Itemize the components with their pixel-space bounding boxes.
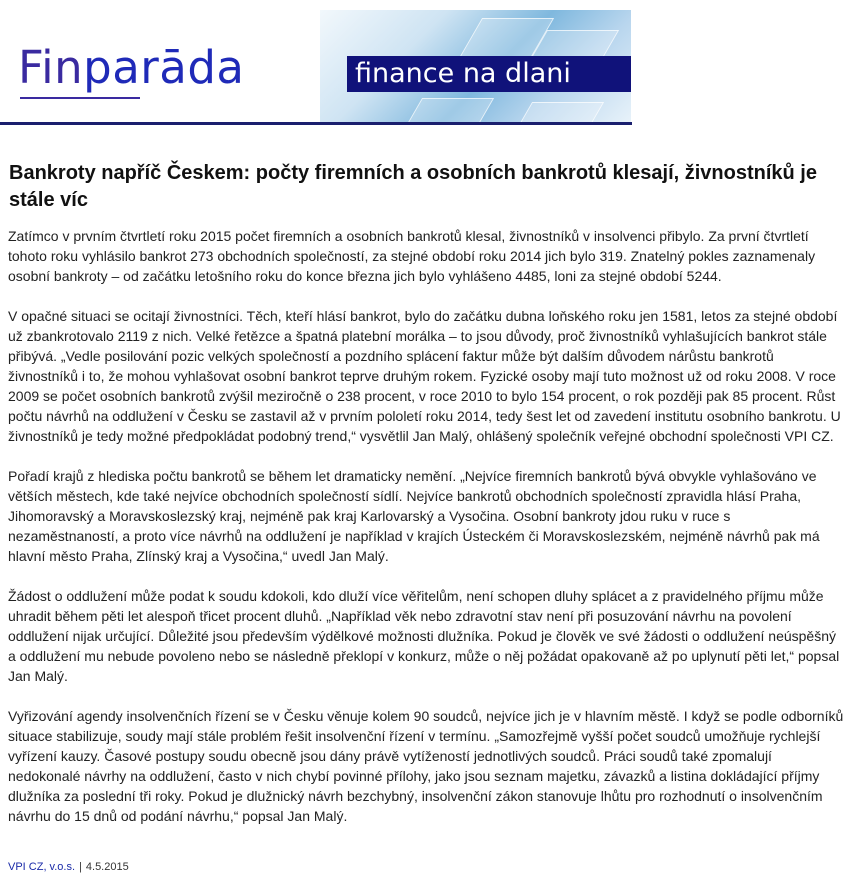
- header-divider: [0, 122, 632, 125]
- source-link[interactable]: VPI CZ, v.o.s.: [8, 861, 76, 873]
- article-footer: [8, 860, 129, 874]
- finparada-logo[interactable]: [18, 40, 245, 96]
- header-banner: [320, 10, 631, 125]
- logo-underline: [20, 97, 140, 99]
- logo-text-fin: Fin: [18, 41, 84, 94]
- article-paragraph: Vyřizování agendy insolvenčních řízení se v Česku věnuje kolem 90 soudců, nejvíce jich je v hlavním městě. I když se podle odborníků situace stabilizuje, soudy mají stále problém řešit insolvenční řízení v termínu. „Samozřejmě vyšší počet soudců umožňuje rychlejší vyřízení kauzy. Časové postupy soudu obecně jsou dány právě vytížeností jednotlivých soudců. Práci soudů také zpomalují nedokonalé návrhy na oddlužení, často v nich chybí povinné přílohy, jako jsou seznam majetku, závazků a listina dokládající příjmy dlužníka za poslední tři roky. Pokud je dlužnický návrh bezchybný, insolvenční zákon stanovuje lhůtu pro rozhodnutí o insolvenčním návrhu do 15 dnů od podání návrhu,“ popsal Jan Malý.: [8, 708, 844, 824]
- article-body: [8, 226, 844, 846]
- article-paragraph: V opačné situaci se ocitají živnostníci. Těch, kteří hlásí bankrot, bylo do začátku dubna loňského roku jen 1581, letos za stejné období už zbankrotovalo 2119 z nich. Velké řetězce a špatná platební morálka – to jsou důvody, proč živnostníků vyhlašujících bankrot stále přibývá. „Vedle posilování pozic velkých společností a pozdního splácení faktur může být dalším důvodem nárůstu bankrotů živnostníků i to, že mohou vyhlašovat osobní bankrot teprve druhým rokem. Fyzické osoby mají tuto možnost už od roku 2008. V roce 2009 se počet osobních bankrotů zvýšil meziročně o 238 procent, v roce 2010 to bylo 154 procent, o rok později pak 85 procent. Růst počtu návrhů na oddlužení v Česku se zastavil až v prvním pololetí roku 2014, tedy šest let od zavedení institutu osobního bankrotu. U živnostníků je tedy možné předpokládat podobný trend,“ vysvětlil Jan Malý, ohlášený společník veřejné obchodní společnosti VPI CZ.: [8, 308, 841, 444]
- article-title: Bankroty napříč Českem: počty firemních a osobních bankrotů klesají, živnostníků je stále víc: [9, 162, 817, 211]
- article-paragraph: Zatímco v prvním čtvrtletí roku 2015 počet firemních a osobních bankrotů klesal, živnostníků v insolvenci přibylo. Za první čtvrtletí tohoto roku vyhlásilo bankrot 273 obchodních společností, za stejné období roku 2014 jich bylo 319. Znatelný pokles zaznamenaly osobní bankroty – od začátku letošního roku do konce března jich bylo vyhlášeno 4485, loni za stejné období 5244.: [8, 228, 816, 284]
- article-paragraph: Pořadí krajů z hlediska počtu bankrotů se během let dramaticky nemění. „Nejvíce firemních bankrotů bývá obvykle vyhlašováno ve větších městech, kde také nejvíce obchodních společností sídlí. Nejvíce bankrotů obchodních společností zpravidla hlásí Praha, Jihomoravský a Moravskoslezský kraj, nejméně pak kraj Karlovarský a Vysočina. Osobní bankroty jdou ruku v ruce s nezaměstnaností, a proto více návrhů na oddlužení je například v krajích Ústeckém či Moravskoslezském, nejméně návrhů pak má hlavní město Praha, Zlínský kraj a Vysočina,“ uvedl Jan Malý.: [8, 468, 820, 564]
- article-paragraph: Žádost o oddlužení může podat k soudu kdokoli, kdo dluží více věřitelům, není schopen dluhy splácet a z pravidelného příjmu může uhradit během pěti let alespoň třicet procent dluhů. „Například věk nebo zdravotní stav není při posuzování návrhu na povolení oddlužení nijak určující. Důležité jsou především výdělkové možnosti dlužníka. Pokud je člověk ve své žádosti o oddlužení neúspěšný a oddlužení mu nebude povoleno nebo se následně překlopí v konkurz, může o něj požádat opakovaně až po uplynutí pěti let,“ popsal Jan Malý.: [8, 588, 840, 684]
- banner-tagline-bar: [347, 56, 631, 92]
- banner-tagline: finance na dlani: [355, 58, 571, 89]
- publish-date: 4.5.2015: [85, 861, 129, 873]
- logo-text-parada: parāda: [83, 41, 245, 94]
- banner-decoration: [398, 98, 494, 125]
- footer-separator: |: [79, 861, 82, 873]
- site-header: [0, 0, 853, 128]
